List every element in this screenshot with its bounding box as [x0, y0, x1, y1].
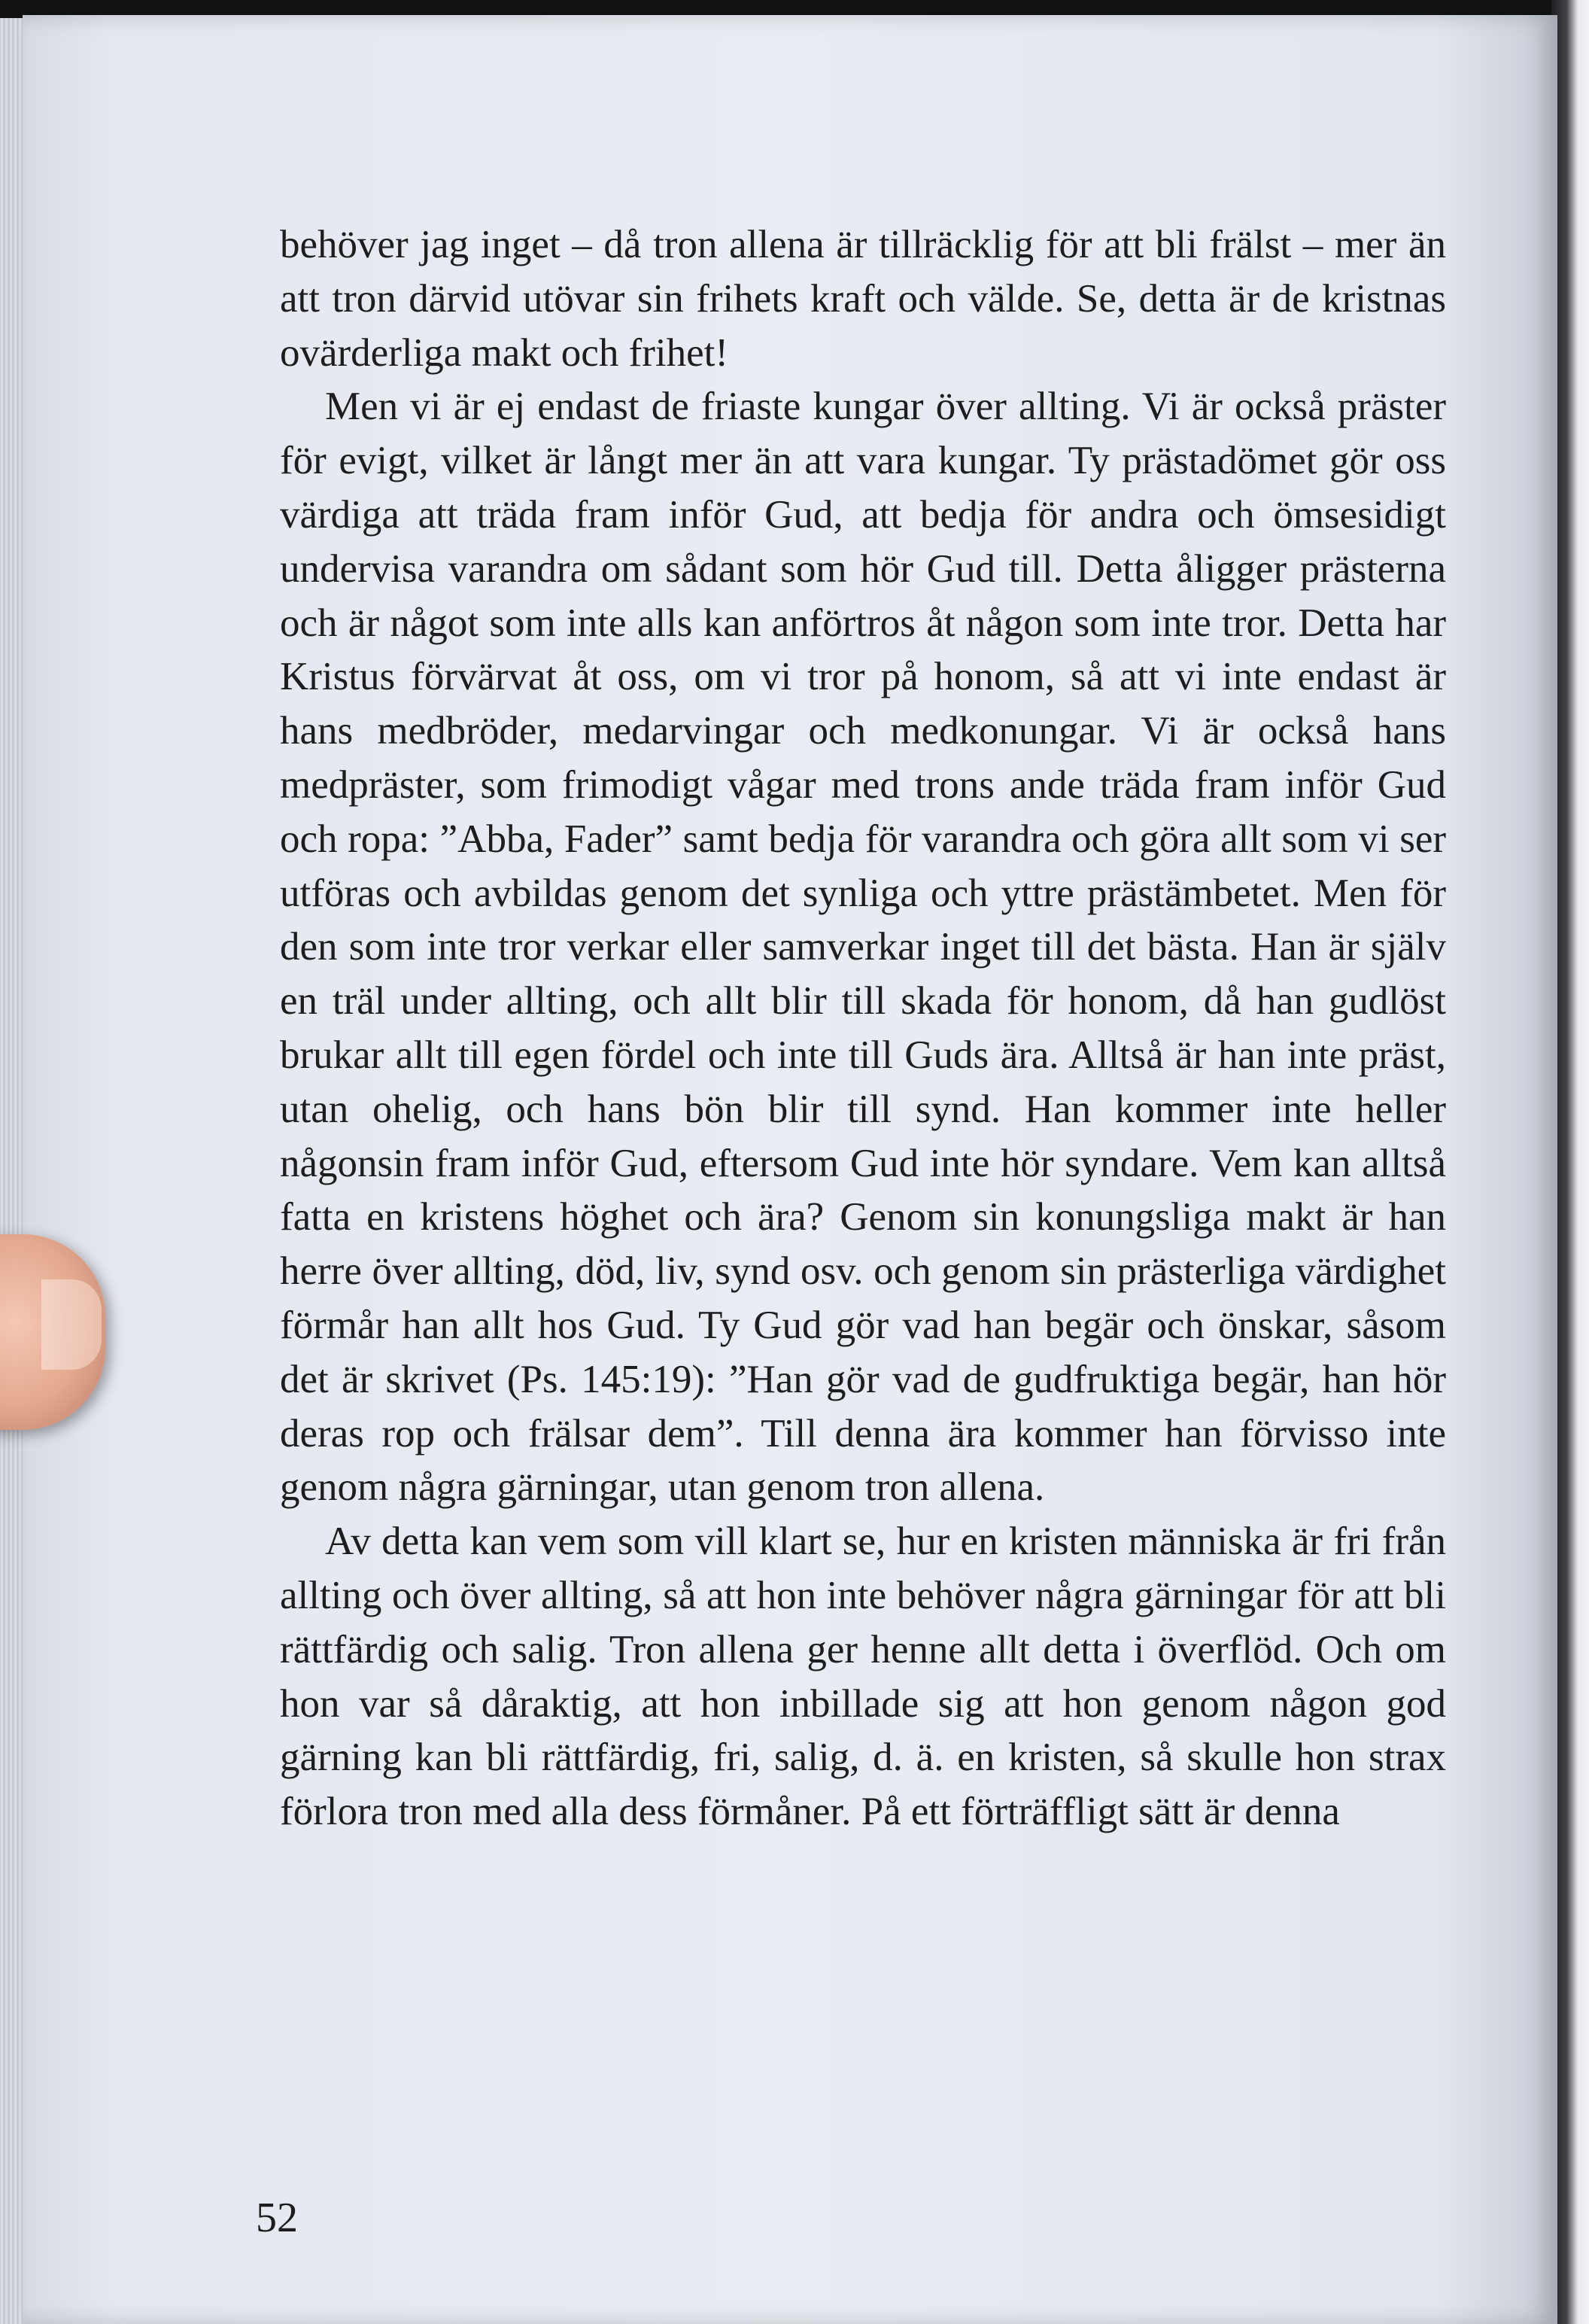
- page-number: 52: [256, 2195, 298, 2241]
- body-text: [280, 218, 1446, 1839]
- paragraph-3: Av detta kan vem som vill klart se, hur en kristen människa är fri från allting och över allting, så att hon inte behöver några gärningar för att bli rättfärdig och salig. Tron allena ger henne allt detta i överflöd. Och om hon var så dåraktig, att hon inbillade sig att hon genom någon god gärning kan bli rättfärdig, fri, salig, d. ä. en kristen, så skulle hon strax förlora tron med alla dess förmåner. På ett förträffligt sätt är denna: [280, 1519, 1446, 1834]
- paragraph-1: behöver jag inget – då tron allena är tillräcklig för att bli frälst – mer än att tron därvid utövar sin frihets kraft och välde. Se, detta är de kristnas ovärderliga makt och frihet!: [280, 223, 1446, 375]
- paragraph-2: Men vi är ej endast de friaste kungar över allting. Vi är också präster för evigt, vilket är långt mer än att vara kungar. Ty prästadömet gör oss värdiga att träda fram inför Gud, att bedja för andra och ömsesidigt undervisa varandra om sådant som hör Gud till. Detta åligger prästerna och är något som inte alls kan anförtros åt någon som inte tror. Detta har Kristus förvärvat åt oss, om vi tror på honom, så att vi inte endast är hans medbröder, medarvingar och medkonungar. Vi är också hans medpräster, som frimodigt vågar med trons ande träda fram inför Gud och ropa: ”Abba, Fader” samt bedja för varandra och göra allt som vi ser utföras och avbildas genom det synliga och yttre prästämbetet. Men för den som inte tror verkar eller samverkar inget till det bästa. Han är själv en träl under allting, och allt blir till skada för honom, då han gudlöst brukar allt till egen fördel och inte till Guds ära. Alltså är han inte präst, utan ohelig, och hans bön blir till synd. Han kommer inte heller någonsin fram inför Gud, eftersom Gud inte hör syndare. Vem kan alltså fatta en kristens höghet och ära? Genom sin konungsliga makt är han herre över allting, död, liv, synd osv. och genom sin prästerliga värdighet förmår han allt hos Gud. Ty Gud gör vad han begär och önskar, såsom det är skrivet (Ps. 145:19): ”Han gör vad de gudfruktiga begär, han hör deras rop och frälsar dem”. Till denna ära kommer han förvisso inte genom några gärningar, utan genom tron allena.: [280, 385, 1446, 1510]
- thumbnail-highlight: [41, 1279, 102, 1370]
